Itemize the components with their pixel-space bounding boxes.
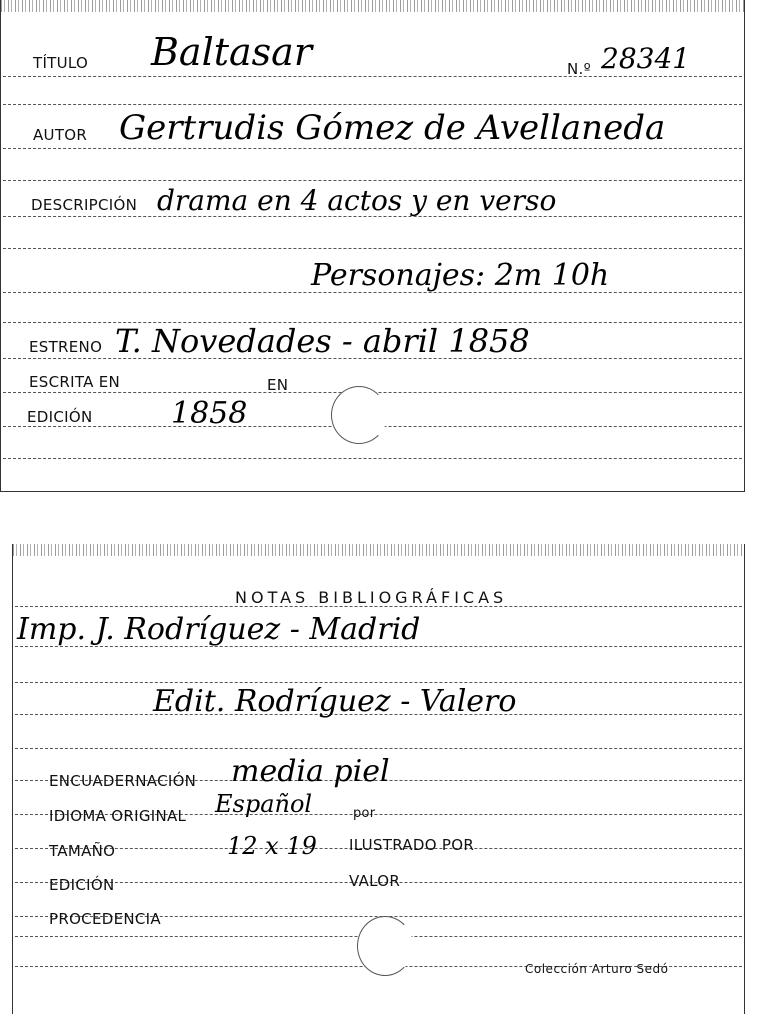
ilustrado-por-label: ILUSTRADO POR (349, 836, 475, 854)
edicion-label: EDICIÓN (27, 408, 93, 426)
valor-label: VALOR (349, 872, 401, 890)
card-edge-texture (13, 544, 744, 556)
escrita-en-label: ESCRITA EN (29, 373, 121, 391)
numero-label: N.º (567, 60, 591, 78)
numero-value: 28341 (601, 42, 691, 75)
ruled-line (3, 180, 742, 181)
titulo-value: Baltasar (151, 30, 312, 74)
note-line-2: Edit. Rodríguez - Valero (153, 684, 517, 719)
titulo-label: TÍTULO (33, 54, 89, 72)
ruled-line (3, 458, 742, 459)
edicion-value: 1858 (171, 396, 248, 431)
encuadernacion-label: ENCUADERNACIÓN (49, 772, 197, 790)
estreno-value: T. Novedades - abril 1858 (115, 322, 530, 360)
punch-hole (331, 386, 387, 444)
idioma-original-value: Español (215, 790, 313, 818)
procedencia-label: PROCEDENCIA (49, 910, 161, 928)
tamano-value: 12 x 19 (227, 832, 317, 860)
estreno-label: ESTRENO (29, 338, 103, 356)
ruled-line (3, 104, 742, 105)
coleccion-footer: Colección Arturo Sedó (525, 962, 669, 976)
ruled-line (3, 148, 742, 149)
card-edge-texture (1, 0, 744, 12)
ruled-line (3, 76, 742, 77)
punch-hole (357, 916, 413, 976)
edicion-back-label: EDICIÓN (49, 876, 115, 894)
notas-title: NOTAS BIBLIOGRÁFICAS (235, 588, 508, 607)
descripcion-label: DESCRIPCIÓN (31, 196, 138, 214)
tamano-label: TAMAÑO (49, 842, 116, 860)
note-line-1: Imp. J. Rodríguez - Madrid (17, 612, 421, 647)
autor-label: AUTOR (33, 126, 88, 144)
ruled-line (3, 248, 742, 249)
ruled-line (15, 748, 742, 749)
ruled-line (15, 682, 742, 683)
autor-value: Gertrudis Gómez de Avellaneda (119, 108, 666, 148)
por-label: por (353, 806, 376, 821)
catalog-card-front (0, 0, 745, 492)
idioma-original-label: IDIOMA ORIGINAL (49, 807, 187, 825)
en-label: EN (267, 376, 289, 394)
encuadernacion-value: media piel (231, 754, 390, 789)
personajes-value: Personajes: 2m 10h (311, 258, 610, 293)
catalog-card-back (12, 544, 745, 1014)
descripcion-value: drama en 4 actos y en verso (157, 184, 557, 217)
